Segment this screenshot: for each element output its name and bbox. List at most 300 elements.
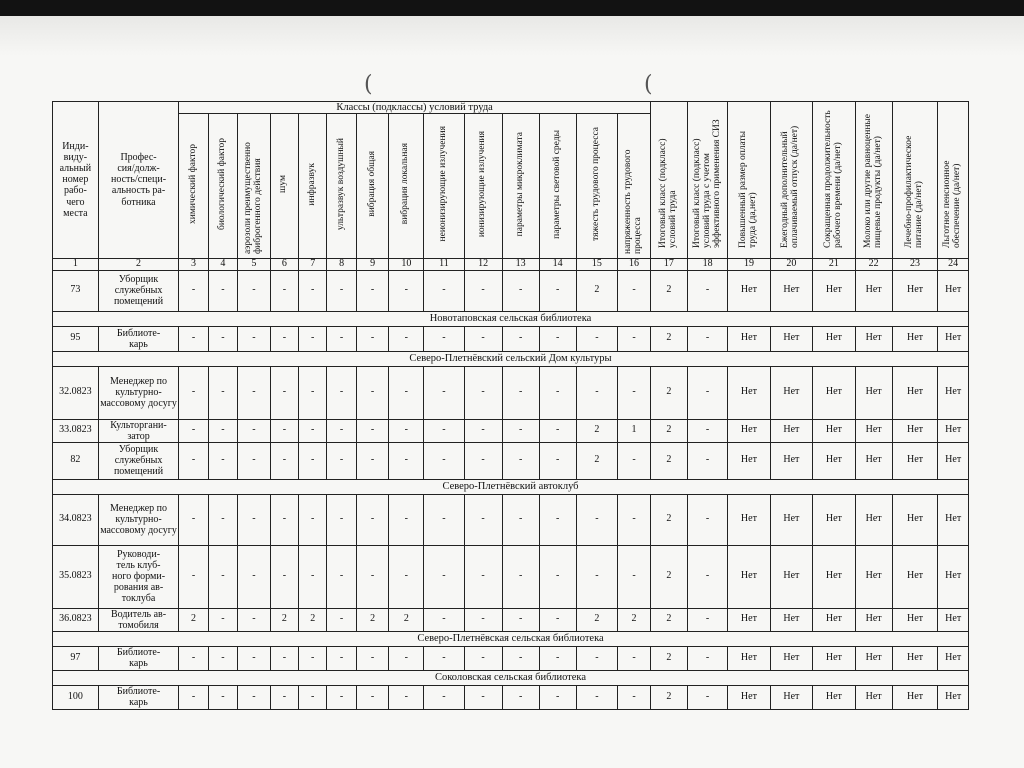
profession-name: Библиоте- карь — [98, 326, 179, 351]
cell-value: - — [502, 326, 539, 351]
cell-value: - — [464, 366, 502, 419]
cell-value: - — [327, 545, 356, 608]
cell-value: - — [238, 366, 271, 419]
cell-value: 2 — [576, 442, 617, 479]
cell-value: Нет — [813, 608, 855, 631]
cell-value: Нет — [892, 608, 938, 631]
column-number: 16 — [618, 258, 651, 270]
cell-value: - — [576, 685, 617, 709]
section-row — [53, 311, 969, 326]
cell-value: - — [356, 685, 389, 709]
cell-value: Нет — [728, 494, 770, 545]
header-factor — [327, 114, 356, 259]
column-number: 19 — [728, 258, 770, 270]
cell-value: - — [502, 419, 539, 442]
cell-value: - — [464, 685, 502, 709]
cell-value: 2 — [356, 608, 389, 631]
header-final-label: Итоговый класс (подкласс) условий труда с учетом эффективного применения СИЗ — [691, 119, 722, 248]
header-factor — [389, 114, 424, 259]
profession-name: Культоргани- затор — [98, 419, 179, 442]
section-title: Северо-Плетнёвский сельский Дом культуры — [53, 351, 969, 366]
cell-value: - — [238, 646, 271, 670]
cell-value: - — [327, 494, 356, 545]
cell-value: Нет — [728, 646, 770, 670]
cell-value: - — [356, 646, 389, 670]
cell-value: - — [424, 270, 464, 311]
cell-value: - — [502, 494, 539, 545]
cell-value: - — [539, 685, 576, 709]
cell-value: - — [389, 326, 424, 351]
header-final-label: Молоко или другие равноценные пищевые продукты (да/нет) — [862, 113, 883, 248]
cell-value: - — [576, 646, 617, 670]
cell-value: - — [539, 366, 576, 419]
cell-value: - — [356, 545, 389, 608]
cell-value: Нет — [855, 685, 892, 709]
cell-value: - — [502, 366, 539, 419]
cell-value: - — [270, 646, 298, 670]
cell-value: - — [618, 545, 651, 608]
cell-value: - — [327, 442, 356, 479]
cell-value: - — [238, 685, 271, 709]
cell-value: - — [299, 270, 327, 311]
header-profession: Профес- сия/долж- ность/специ- альность ра- ботника — [98, 102, 179, 259]
cell-value: Нет — [892, 545, 938, 608]
cell-value: - — [356, 494, 389, 545]
cell-value: Нет — [892, 419, 938, 442]
cell-value: - — [208, 419, 237, 442]
cell-value: Нет — [938, 685, 969, 709]
cell-value: Нет — [892, 270, 938, 311]
cell-value: Нет — [770, 646, 812, 670]
header-final — [650, 102, 687, 259]
column-number: 6 — [270, 258, 298, 270]
cell-value: - — [299, 646, 327, 670]
table-row — [53, 494, 969, 545]
cell-value: Нет — [892, 646, 938, 670]
cell-value: 2 — [650, 646, 687, 670]
cell-value: - — [208, 685, 237, 709]
cell-value: - — [270, 494, 298, 545]
scan-top-border — [0, 0, 1024, 16]
cell-value: - — [299, 419, 327, 442]
cell-value: - — [356, 326, 389, 351]
cell-value: - — [208, 608, 237, 631]
cell-value: - — [389, 366, 424, 419]
cell-value: - — [687, 270, 727, 311]
cell-value: Нет — [770, 326, 812, 351]
working-conditions-table — [52, 101, 969, 710]
cell-value: - — [299, 494, 327, 545]
table-row — [53, 685, 969, 709]
cell-value: - — [389, 545, 424, 608]
cell-value: 2 — [650, 419, 687, 442]
header-final — [938, 102, 969, 259]
cell-value: Нет — [855, 366, 892, 419]
cell-value: - — [618, 646, 651, 670]
cell-value: - — [464, 646, 502, 670]
cell-value: - — [539, 270, 576, 311]
cell-value: Нет — [770, 270, 812, 311]
cell-value: - — [539, 646, 576, 670]
cell-value: - — [270, 545, 298, 608]
cell-value: Нет — [938, 270, 969, 311]
cell-value: Нет — [813, 545, 855, 608]
cell-value: - — [502, 646, 539, 670]
header-final — [813, 102, 855, 259]
column-number: 3 — [179, 258, 208, 270]
header-final — [770, 102, 812, 259]
workplace-number: 82 — [53, 442, 99, 479]
column-number: 20 — [770, 258, 812, 270]
punch-hole-mark: ( — [644, 72, 653, 97]
cell-value: - — [389, 646, 424, 670]
cell-value: 2 — [576, 608, 617, 631]
cell-value: - — [539, 545, 576, 608]
cell-value: - — [389, 270, 424, 311]
header-final — [687, 102, 727, 259]
workplace-number: 100 — [53, 685, 99, 709]
header-factor-label: напряженность трудового процесса — [623, 149, 643, 255]
cell-value: - — [270, 419, 298, 442]
cell-value: - — [618, 326, 651, 351]
header-factor-label: химический фактор — [187, 144, 198, 224]
cell-value: - — [270, 326, 298, 351]
cell-value: Нет — [728, 442, 770, 479]
cell-value: - — [270, 685, 298, 709]
cell-value: - — [687, 685, 727, 709]
cell-value: - — [464, 442, 502, 479]
cell-value: Нет — [938, 419, 969, 442]
cell-value: Нет — [770, 494, 812, 545]
cell-value: - — [270, 442, 298, 479]
column-number: 9 — [356, 258, 389, 270]
header-factor — [179, 114, 208, 259]
column-number: 17 — [650, 258, 687, 270]
profession-name: Менеджер по культурно-массовому досугу — [98, 494, 179, 545]
cell-value: - — [576, 326, 617, 351]
cell-value: Нет — [938, 326, 969, 351]
punch-hole-mark: ( — [364, 72, 373, 97]
cell-value: Нет — [728, 419, 770, 442]
cell-value: - — [687, 442, 727, 479]
section-row — [53, 670, 969, 685]
cell-value: - — [389, 442, 424, 479]
cell-value: - — [299, 326, 327, 351]
cell-value: - — [208, 270, 237, 311]
cell-value: - — [424, 442, 464, 479]
profession-name: Уборщик служебных помещений — [98, 442, 179, 479]
header-final — [728, 102, 770, 259]
cell-value: Нет — [855, 419, 892, 442]
table-row — [53, 419, 969, 442]
cell-value: 2 — [650, 608, 687, 631]
cell-value: 2 — [576, 270, 617, 311]
column-number: 11 — [424, 258, 464, 270]
cell-value: - — [389, 419, 424, 442]
section-title: Северо-Плетнёвская сельская библиотека — [53, 631, 969, 646]
cell-value: 2 — [650, 494, 687, 545]
workplace-number: 34.0823 — [53, 494, 99, 545]
header-factor-label: инфразвук — [306, 162, 317, 206]
cell-value: - — [618, 494, 651, 545]
cell-value: - — [539, 608, 576, 631]
table-row — [53, 646, 969, 670]
cell-value: Нет — [770, 419, 812, 442]
cell-value: - — [356, 442, 389, 479]
cell-value: - — [238, 608, 271, 631]
header-factor — [618, 114, 651, 259]
column-number: 24 — [938, 258, 969, 270]
cell-value: Нет — [813, 494, 855, 545]
cell-value: - — [464, 326, 502, 351]
cell-value: Нет — [855, 608, 892, 631]
cell-value: 2 — [576, 419, 617, 442]
cell-value: - — [179, 494, 208, 545]
column-number: 5 — [238, 258, 271, 270]
workplace-number: 32.0823 — [53, 366, 99, 419]
column-number: 2 — [98, 258, 179, 270]
cell-value: Нет — [892, 685, 938, 709]
header-final-label: Повышенный размер оплаты труда (да,нет) — [737, 130, 758, 248]
cell-value: Нет — [813, 326, 855, 351]
cell-value: - — [464, 270, 502, 311]
column-number: 18 — [687, 258, 727, 270]
cell-value: Нет — [728, 685, 770, 709]
cell-value: - — [356, 270, 389, 311]
header-factor-label: вибрация общая — [366, 151, 377, 217]
header-factor — [464, 114, 502, 259]
cell-value: - — [356, 419, 389, 442]
cell-value: Нет — [855, 545, 892, 608]
cell-value: Нет — [938, 366, 969, 419]
cell-value: - — [424, 326, 464, 351]
profession-name: Библиоте- карь — [98, 685, 179, 709]
cell-value: 2 — [650, 366, 687, 419]
cell-value: - — [299, 442, 327, 479]
cell-value: Нет — [855, 326, 892, 351]
cell-value: - — [327, 646, 356, 670]
cell-value: - — [424, 685, 464, 709]
cell-value: - — [179, 545, 208, 608]
profession-name: Уборщик служебных помещений — [98, 270, 179, 311]
cell-value: Нет — [855, 270, 892, 311]
cell-value: - — [299, 545, 327, 608]
cell-value: - — [327, 419, 356, 442]
column-number: 4 — [208, 258, 237, 270]
cell-value: - — [618, 366, 651, 419]
cell-value: - — [502, 442, 539, 479]
cell-value: - — [424, 608, 464, 631]
cell-value: Нет — [813, 442, 855, 479]
column-number: 1 — [53, 258, 99, 270]
column-number: 14 — [539, 258, 576, 270]
cell-value: - — [576, 494, 617, 545]
cell-value: 2 — [650, 326, 687, 351]
header-factor-label: параметры световой среды — [551, 129, 562, 239]
column-number: 22 — [855, 258, 892, 270]
header-factor-label: ультразвук воздушный — [335, 137, 346, 231]
header-factor-label: параметры микроклимата — [514, 131, 525, 237]
table-row — [53, 366, 969, 419]
header-factor — [356, 114, 389, 259]
cell-value: Нет — [770, 685, 812, 709]
cell-value: 2 — [618, 608, 651, 631]
header-factor — [208, 114, 237, 259]
column-number: 7 — [299, 258, 327, 270]
cell-value: - — [502, 270, 539, 311]
cell-value: Нет — [855, 442, 892, 479]
cell-value: - — [299, 685, 327, 709]
cell-value: - — [389, 494, 424, 545]
cell-value: Нет — [813, 419, 855, 442]
header-final-label: Ежегодный дополнительный оплачиваемый отпуск (да/нет) — [780, 125, 801, 248]
cell-value: - — [424, 419, 464, 442]
cell-value: - — [179, 270, 208, 311]
scan-page-edge — [0, 16, 1024, 56]
cell-value: Нет — [892, 326, 938, 351]
workplace-number: 97 — [53, 646, 99, 670]
table-header — [53, 102, 969, 271]
cell-value: - — [179, 326, 208, 351]
profession-name: Водитель ав- томобиля — [98, 608, 179, 631]
cell-value: - — [327, 685, 356, 709]
cell-value: - — [464, 545, 502, 608]
cell-value: - — [208, 442, 237, 479]
cell-value: - — [687, 494, 727, 545]
cell-value: - — [539, 442, 576, 479]
cell-value: - — [576, 366, 617, 419]
cell-value: Нет — [813, 270, 855, 311]
section-title: Северо-Плетнёвский автоклуб — [53, 479, 969, 494]
cell-value: - — [464, 608, 502, 631]
cell-value: - — [179, 366, 208, 419]
cell-value: Нет — [855, 494, 892, 545]
column-number: 10 — [389, 258, 424, 270]
cell-value: - — [424, 366, 464, 419]
cell-value: 2 — [389, 608, 424, 631]
header-classes: Классы (подклассы) условий труда — [179, 102, 651, 114]
cell-value: - — [539, 494, 576, 545]
header-factor-label: тяжесть трудового процесса — [590, 127, 601, 241]
cell-value: - — [208, 366, 237, 419]
table-body — [53, 270, 969, 709]
cell-value: - — [618, 270, 651, 311]
cell-value: - — [464, 494, 502, 545]
cell-value: 2 — [650, 442, 687, 479]
cell-value: - — [576, 545, 617, 608]
cell-value: - — [502, 608, 539, 631]
cell-value: - — [238, 419, 271, 442]
cell-value: - — [327, 366, 356, 419]
column-number: 8 — [327, 258, 356, 270]
cell-value: - — [238, 494, 271, 545]
workplace-number: 73 — [53, 270, 99, 311]
cell-value: - — [238, 270, 271, 311]
workplace-number: 95 — [53, 326, 99, 351]
column-number: 21 — [813, 258, 855, 270]
cell-value: - — [424, 494, 464, 545]
cell-value: - — [687, 545, 727, 608]
cell-value: - — [687, 419, 727, 442]
table-row — [53, 270, 969, 311]
cell-value: 2 — [650, 545, 687, 608]
cell-value: - — [208, 545, 237, 608]
profession-name: Руководи- тель клуб- ного форми- рования ав- токлуба — [98, 545, 179, 608]
cell-value: Нет — [938, 646, 969, 670]
workplace-number: 33.0823 — [53, 419, 99, 442]
cell-value: - — [327, 608, 356, 631]
column-number: 12 — [464, 258, 502, 270]
header-final-label: Льготное пенсионное обеспечение (да/нет) — [942, 160, 963, 248]
cell-value: - — [270, 366, 298, 419]
profession-name: Менеджер по культурно-массовому досугу — [98, 366, 179, 419]
cell-value: - — [179, 646, 208, 670]
column-number-row — [53, 258, 969, 270]
table-row — [53, 442, 969, 479]
cell-value: - — [238, 326, 271, 351]
table-row — [53, 608, 969, 631]
cell-value: - — [327, 270, 356, 311]
cell-value: Нет — [813, 646, 855, 670]
section-row — [53, 479, 969, 494]
cell-value: - — [539, 326, 576, 351]
cell-value: - — [687, 366, 727, 419]
cell-value: Нет — [728, 270, 770, 311]
cell-value: Нет — [770, 608, 812, 631]
header-factor — [424, 114, 464, 259]
cell-value: - — [424, 545, 464, 608]
cell-value: Нет — [855, 646, 892, 670]
header-factor — [238, 114, 271, 259]
cell-value: Нет — [892, 366, 938, 419]
cell-value: 2 — [179, 608, 208, 631]
header-factor — [270, 114, 298, 259]
cell-value: Нет — [728, 366, 770, 419]
section-row — [53, 351, 969, 366]
column-number: 13 — [502, 258, 539, 270]
cell-value: - — [208, 646, 237, 670]
cell-value: 2 — [299, 608, 327, 631]
header-index: Инди- виду- альный номер рабо- чего места — [53, 102, 99, 259]
workplace-number: 35.0823 — [53, 545, 99, 608]
header-final — [855, 102, 892, 259]
header-factor-label: неионизирующие излучения — [437, 126, 448, 242]
cell-value: Нет — [813, 685, 855, 709]
cell-value: Нет — [938, 442, 969, 479]
cell-value: Нет — [813, 366, 855, 419]
header-factor — [539, 114, 576, 259]
header-factor — [299, 114, 327, 259]
cell-value: - — [299, 366, 327, 419]
cell-value: - — [687, 608, 727, 631]
header-factor — [502, 114, 539, 259]
section-row — [53, 631, 969, 646]
cell-value: Нет — [770, 545, 812, 608]
cell-value: - — [327, 326, 356, 351]
section-title: Соколовская сельская библиотека — [53, 670, 969, 685]
header-factor-label: шум — [278, 175, 289, 193]
cell-value: - — [687, 326, 727, 351]
cell-value: - — [502, 685, 539, 709]
header-final-label: Лечебно-профилактическое питание (да/нет) — [904, 135, 924, 248]
cell-value: Нет — [892, 494, 938, 545]
header-factor-label: биологический фактор — [216, 138, 227, 231]
cell-value: - — [179, 419, 208, 442]
header-factor — [576, 114, 617, 259]
cell-value: Нет — [938, 494, 969, 545]
table-row — [53, 326, 969, 351]
cell-value: Нет — [770, 366, 812, 419]
